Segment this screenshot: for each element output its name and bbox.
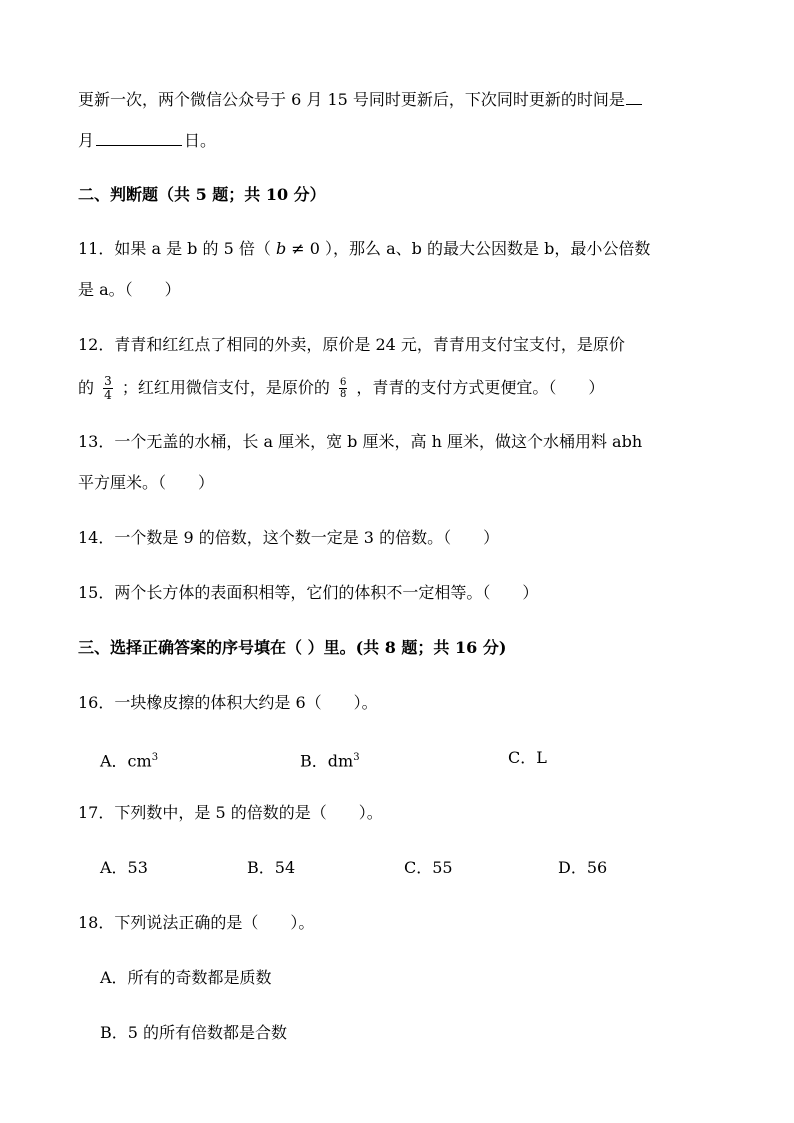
answer-blank-month [626,88,642,105]
fraction-numerator: 3 [104,374,112,388]
answer-blank-day [96,129,182,146]
day-label: 日。 [184,131,217,150]
question-13-line-1: 13．一个无盖的水桶，长 a 厘米，宽 b 厘米，高 h 厘米，做这个水桶用料 abh [78,432,643,451]
month-label: 月 [78,131,95,150]
q18-option-b: B．5 的所有倍数都是合数 [100,1023,288,1042]
question-11-line-1 [78,238,650,260]
question-14: 14．一个数是 9 的倍数，这个数一定是 3 的倍数。（ ） [78,528,500,547]
fraction-six-eighths [339,377,347,400]
q11-text-a: 11．如果 a 是 b 的 5 倍（ [78,239,271,258]
q11-text-b: ），那么 a、b 的最大公因数是 b，最小公倍数 [325,239,651,258]
q16-option-b-sup: 3 [353,752,360,763]
continuation-line-1 [78,88,642,111]
question-12-line-1: 12．青青和红红点了相同的外卖，原价是 24 元，青青用支付宝支付，是原价 [78,335,625,354]
question-13-line-2: 平方厘米。（ ） [78,473,215,492]
question-16-stem: 16．一块橡皮擦的体积大约是 6（ ）。 [78,693,378,712]
q17-option-c: C．55 [404,858,453,877]
question-17-stem: 17．下列数中，是 5 的倍数的是（ ）。 [78,803,383,822]
q16-option-b [300,747,360,772]
fraction-three-quarters [103,375,113,402]
section-3-heading: 三、选择正确答案的序号填在（ ）里。(共 8 题；共 16 分) [78,638,507,657]
q16-option-a [100,747,158,772]
question-12-line-2 [78,375,604,402]
q16-option-b-label: B．dm [300,751,354,771]
q11-neq-zero: ≠ 0 [291,239,320,258]
question-11-line-2: 是 a。（ ） [78,280,181,299]
q11-var-b: b [275,239,287,258]
q16-option-a-label: A．cm [100,751,152,771]
q12-text-c: ，青青的支付方式更便宜。（ ） [356,378,605,397]
q16-option-c: C．L [508,748,547,767]
q12-text-b: ；红红用微信支付，是原价的 [121,378,330,397]
fraction-numerator: 6 [339,377,347,388]
continuation-text-1: 更新一次，两个微信公众号于 6 月 15 号同时更新后，下次同时更新的时间是 [78,90,625,109]
fraction-denominator: 4 [104,388,112,402]
q18-option-a: A．所有的奇数都是质数 [100,968,272,987]
q16-option-a-sup: 3 [151,752,159,763]
q17-option-d: D．56 [558,858,608,877]
fraction-denominator: 8 [339,389,347,400]
q12-text-a: 的 [78,378,95,397]
q17-option-b: B．54 [247,858,296,877]
section-2-heading: 二、判断题（共 5 题；共 10 分） [78,185,326,204]
continuation-line-2 [78,129,216,152]
question-18-stem: 18．下列说法正确的是（ ）。 [78,913,315,932]
q17-option-a: A．53 [100,858,148,877]
question-15: 15．两个长方体的表面积相等，它们的体积不一定相等。（ ） [78,583,539,602]
